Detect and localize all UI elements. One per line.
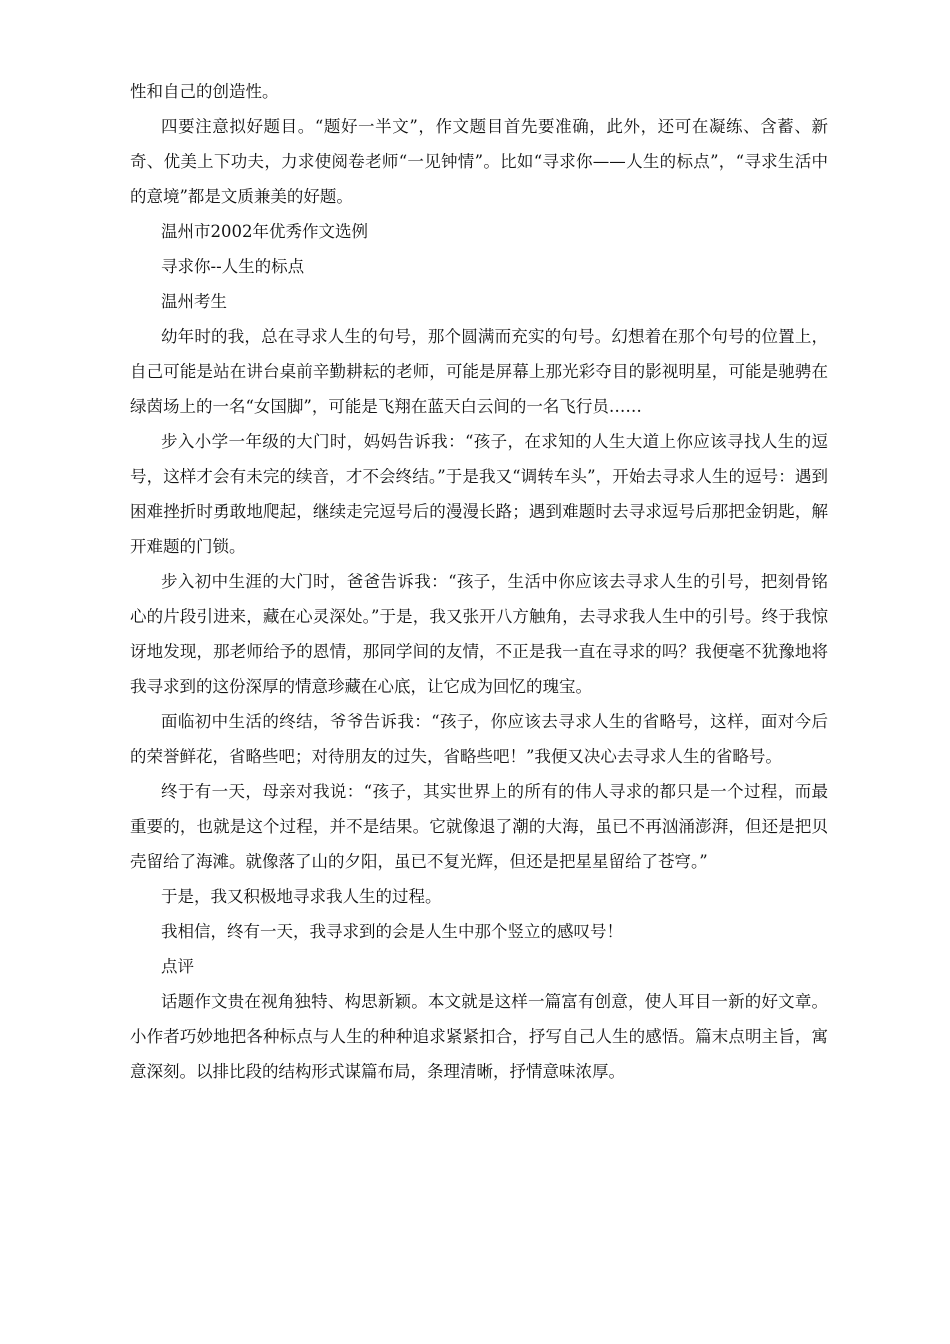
essay-paragraph-seek: 于是，我又积极地寻求我人生的过程。 [161,887,442,906]
essay-title: 寻求你--人生的标点 [161,257,305,276]
paragraph-continuation: 性和自己的创造性。 [130,82,279,101]
essay-paragraph-comma: 步入小学一年级的大门时，妈妈告诉我：“孩子，在求知的人生大道上你应该寻找人生的逗号，这样才会有未完的续音，才不会终结。”于是我又“调转车头”，开始去寻求人生的逗号：遇到困难挫折时勇敢地爬起，继续走完逗号后的漫漫长路；遇到难题时去寻求逗号后那把金钥匙，解开难题的门锁。 [130,432,828,556]
paragraph-title-tip: 四要注意拟好题目。“题好一半文”，作文题目首先要准确，此外，还可在凝练、含蓄、新奇、优美上下功夫，力求使阅卷老师“一见钟情”。比如“寻求你——人生的标点”，“寻求生活中的意境”都是文质兼美的好题。 [130,117,828,206]
essay-paragraph-ellipsis: 面临初中生活的终结，爷爷告诉我：“孩子，你应该去寻求人生的省略号，这样，面对今后的荣誉鲜花，省略些吧；对待朋友的过失，省略些吧！”我便又决心去寻求人生的省略号。 [130,712,828,766]
document-body [130,74,828,1089]
essay-paragraph-exclamation: 我相信，终有一天，我寻求到的会是人生中那个竖立的感叹号！ [161,922,623,941]
essay-paragraph-process: 终于有一天，母亲对我说：“孩子，其实世界上的所有的伟人寻求的都只是一个过程，而最重要的，也就是这个过程，并不是结果。它就像退了潮的大海，虽已不再汹涌澎湃，但还是把贝壳留给了海滩。就像落了山的夕阳，虽已不复光辉，但还是把星星留给了苍穹。” [130,782,828,871]
section-heading: 温州市2002年优秀作文选例 [161,222,368,241]
commentary-text: 话题作文贵在视角独特、构思新颖。本文就是这样一篇富有创意，使人耳目一新的好文章。小作者巧妙地把各种标点与人生的种种追求紧紧扣合，抒写自己人生的感悟。篇末点明主旨，寓意深刻。以排比段的结构形式谋篇布局，条理清晰，抒情意味浓厚。 [130,992,828,1081]
essay-author: 温州考生 [161,292,227,311]
commentary-heading: 点评 [161,957,194,976]
essay-paragraph-period: 幼年时的我，总在寻求人生的句号，那个圆满而充实的句号。幻想着在那个句号的位置上，自己可能是站在讲台桌前辛勤耕耘的老师，可能是屏幕上那光彩夺目的影视明星，可能是驰骋在绿茵场上的一名“女国脚”，可能是飞翔在蓝天白云间的一名飞行员…… [130,327,828,416]
essay-paragraph-quote: 步入初中生涯的大门时，爸爸告诉我：“孩子，生活中你应该去寻求人生的引号，把刻骨铭心的片段引进来，藏在心灵深处。”于是，我又张开八方触角，去寻求我人生中的引号。终于我惊讶地发现，那老师给予的恩情，那同学间的友情，不正是我一直在寻求的吗？我便毫不犹豫地将我寻求到的这份深厚的情意珍藏在心底，让它成为回忆的瑰宝。 [130,572,828,696]
